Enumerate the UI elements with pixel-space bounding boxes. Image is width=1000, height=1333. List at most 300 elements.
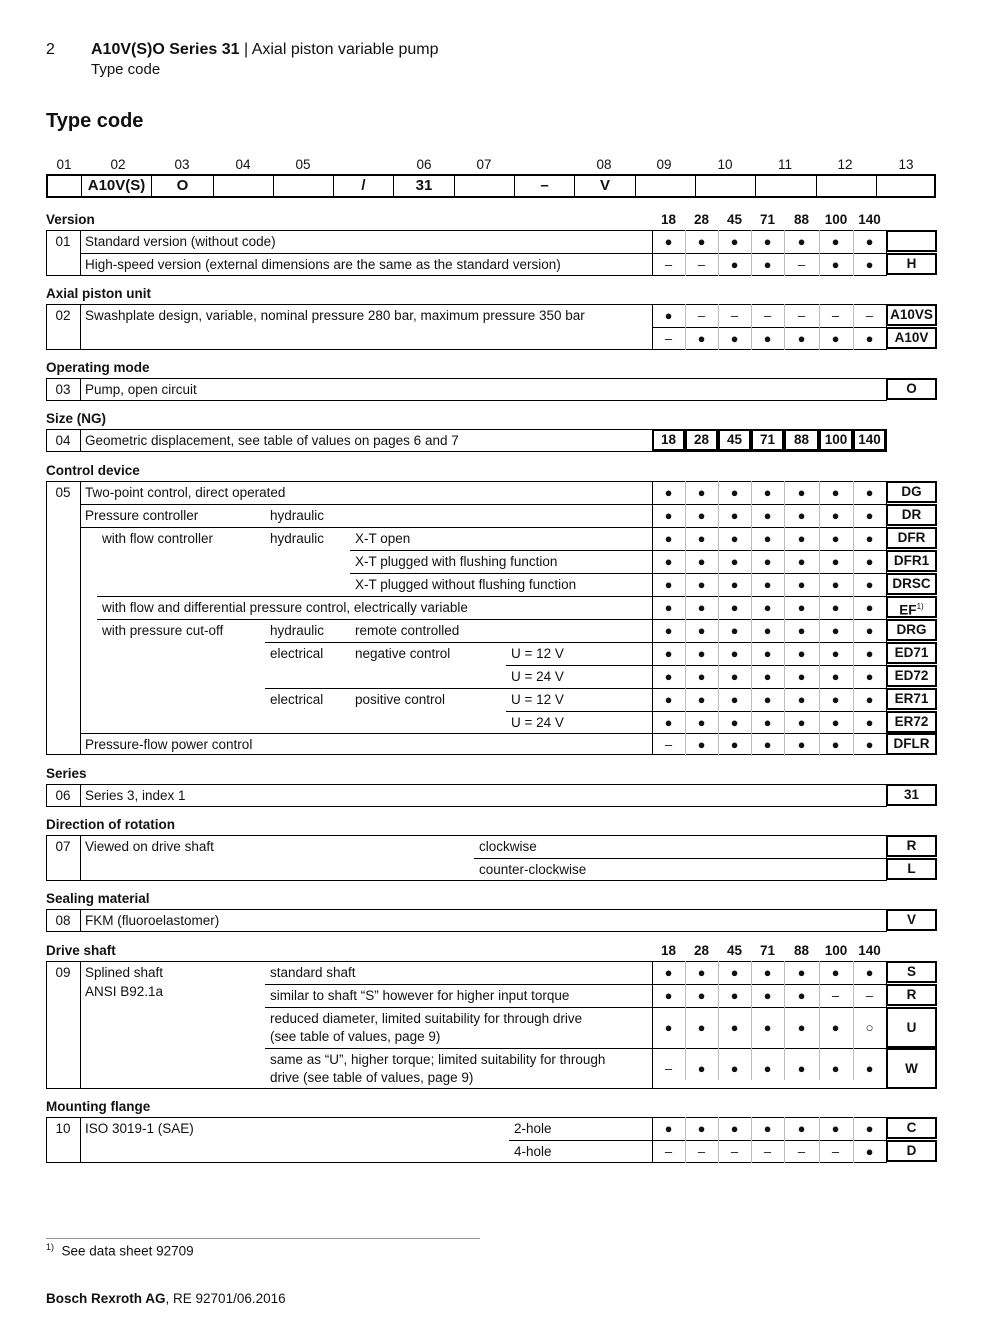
type-code-cell: O (151, 174, 213, 198)
size-availability-mark: ● (664, 531, 673, 546)
type-code-cell: V (574, 174, 635, 198)
column-separator (751, 304, 752, 350)
divider (80, 481, 81, 755)
code-box: DR (886, 504, 937, 526)
footnote-mark: 1) (46, 1242, 55, 1252)
size-availability-mark: ● (730, 965, 739, 980)
type-code-cell (695, 174, 755, 198)
size-availability-mark: ● (763, 1061, 772, 1076)
size-availability-mark: ● (797, 1061, 806, 1076)
code-box (886, 596, 937, 618)
size-availability-mark: – (730, 308, 739, 323)
size-availability-mark: ● (697, 988, 706, 1003)
size-availability-mark: ● (697, 737, 706, 752)
row-label: drive (see table of values, page 9) (270, 1070, 474, 1085)
row-label: clockwise (479, 839, 537, 854)
size-availability-mark: ● (797, 965, 806, 980)
size-label: 71 (759, 212, 776, 227)
column-separator (853, 304, 854, 350)
row-label: (see table of values, page 9) (270, 1029, 441, 1044)
row-label: 4-hole (514, 1144, 552, 1159)
size-availability-mark: ● (763, 623, 772, 638)
size-availability-mark: ● (763, 485, 772, 500)
size-availability-mark: ● (664, 1121, 673, 1136)
size-availability-mark: ● (865, 737, 874, 752)
type-code-cell: – (514, 174, 574, 198)
size-availability-mark: ● (763, 257, 772, 272)
size-availability-mark: ● (865, 234, 874, 249)
section-title: Type code (46, 110, 144, 132)
size-availability-mark: ● (763, 531, 772, 546)
column-separator (784, 304, 785, 350)
type-code-cell (454, 174, 514, 198)
column-separator (718, 1117, 719, 1163)
size-availability-mark: ● (763, 508, 772, 523)
size-availability-mark: ● (664, 988, 673, 1003)
size-label: 45 (726, 943, 743, 958)
type-code-cell (755, 174, 816, 198)
size-availability-mark: – (797, 1144, 806, 1159)
size-label: 140 (858, 212, 881, 227)
column-separator (819, 304, 820, 350)
size-availability-mark: ● (865, 600, 874, 615)
footnote-text: See data sheet 92709 (61, 1243, 194, 1259)
size-availability-mark: ● (797, 623, 806, 638)
code-box: DFLR (886, 733, 937, 755)
size-availability-mark: ● (730, 1061, 739, 1076)
column-separator (853, 961, 854, 1080)
size-availability-mark: ● (763, 646, 772, 661)
size-availability-mark: ● (797, 692, 806, 707)
code-box: S (886, 961, 937, 983)
size-availability-mark: ● (763, 988, 772, 1003)
size-availability-mark: – (697, 308, 706, 323)
row-label: 2-hole (514, 1121, 552, 1136)
group-title-operating: Operating mode (46, 360, 150, 375)
size-availability-mark: ● (697, 646, 706, 661)
code-box: R (886, 835, 937, 857)
code-box (886, 230, 937, 252)
size-availability-mark: ● (730, 531, 739, 546)
voltage-label: U = 24 V (511, 715, 564, 730)
divider (350, 550, 887, 551)
size-availability-mark: ● (831, 623, 840, 638)
row-label: Geometric displacement, see table of values on pages 6 and 7 (85, 433, 459, 448)
control-label: hydraulic (270, 531, 325, 546)
size-availability-mark: ● (664, 600, 673, 615)
control-label: X-T plugged without flushing function (355, 577, 577, 592)
size-availability-mark: ● (797, 737, 806, 752)
group-title-control: Control device (46, 463, 140, 478)
code-box: L (886, 858, 937, 880)
size-label: 45 (726, 212, 743, 227)
size-availability-mark: – (797, 257, 806, 272)
footnote-ref: 1) (916, 602, 924, 611)
row-label: standard shaft (270, 965, 356, 980)
column-separator (718, 230, 719, 276)
size-availability-mark: ● (797, 485, 806, 500)
size-availability-mark: ● (831, 485, 840, 500)
size-availability-mark: ● (831, 1020, 840, 1035)
size-availability-mark: ● (763, 715, 772, 730)
size-availability-mark: ● (831, 692, 840, 707)
position-label: 03 (174, 157, 190, 172)
size-availability-mark: – (697, 257, 706, 272)
size-availability-mark: – (763, 308, 772, 323)
position-label: 13 (898, 157, 914, 172)
size-code-box: 28 (685, 429, 718, 451)
size-label: 88 (793, 943, 810, 958)
type-code-cell: 31 (393, 174, 454, 198)
column-separator (685, 481, 686, 756)
size-availability-mark: ● (831, 257, 840, 272)
column-separator (751, 1117, 752, 1163)
size-availability-mark: ● (664, 965, 673, 980)
row-label: ISO 3019-1 (SAE) (85, 1121, 194, 1136)
divider (80, 961, 81, 1089)
size-availability-mark: ● (831, 737, 840, 752)
control-label: electrical (270, 646, 324, 661)
size-availability-mark: ● (831, 965, 840, 980)
size-availability-mark: ● (697, 692, 706, 707)
type-code-cell (213, 174, 273, 198)
size-label: 28 (693, 212, 710, 227)
code-box: W (886, 1048, 937, 1089)
voltage-label: U = 12 V (511, 646, 564, 661)
code-box: DFR (886, 527, 937, 549)
size-availability-mark: ● (831, 508, 840, 523)
code-box: ER71 (886, 688, 937, 710)
control-label: Pressure controller (85, 508, 199, 523)
divider (80, 1117, 81, 1163)
divider (506, 711, 887, 712)
size-availability-mark: ● (831, 669, 840, 684)
control-label: hydraulic (270, 508, 325, 523)
column-separator (819, 481, 820, 756)
size-label: 88 (793, 212, 810, 227)
size-availability-mark: ● (730, 692, 739, 707)
size-availability-mark: – (664, 1144, 673, 1159)
size-availability-mark: ● (831, 646, 840, 661)
size-code-box: 100 (819, 429, 853, 451)
control-label: Two-point control, direct operated (85, 485, 286, 500)
size-availability-mark: ● (865, 623, 874, 638)
size-availability-mark: ● (797, 988, 806, 1003)
position-label: 09 (656, 157, 672, 172)
size-availability-mark: ● (664, 577, 673, 592)
code-box: D (886, 1140, 937, 1162)
column-separator (784, 961, 785, 1080)
control-label: with flow and differential pressure control, electrically variable (102, 600, 468, 615)
size-availability-mark: ● (730, 234, 739, 249)
type-code-cell (876, 174, 936, 198)
footer-docref: , RE 92701/06.2016 (165, 1291, 286, 1306)
size-availability-mark: ● (664, 1020, 673, 1035)
size-availability-mark: ● (664, 508, 673, 523)
code-box: A10V (886, 327, 937, 349)
size-availability-mark: – (664, 331, 673, 346)
code-box: DG (886, 481, 937, 503)
size-availability-mark: – (865, 988, 874, 1003)
group-title-sealing: Sealing material (46, 891, 150, 906)
size-availability-mark: ● (730, 485, 739, 500)
column-separator (784, 1117, 785, 1163)
column-separator (784, 230, 785, 276)
group-title-size: Size (NG) (46, 411, 107, 426)
size-availability-mark: – (697, 1144, 706, 1159)
size-availability-mark: ● (730, 1020, 739, 1035)
group-title-rotation: Direction of rotation (46, 817, 175, 832)
size-availability-mark: ● (865, 257, 874, 272)
control-label: negative control (355, 646, 451, 661)
size-availability-mark: ● (730, 646, 739, 661)
code-box: U (886, 1007, 937, 1048)
row-label: similar to shaft “S” however for higher input torque (270, 988, 570, 1003)
group-number: 07 (55, 839, 71, 854)
position-label: 05 (295, 157, 311, 172)
size-availability-mark: ● (763, 331, 772, 346)
divider (652, 327, 887, 328)
size-availability-mark: ● (763, 577, 772, 592)
divider (509, 1140, 887, 1141)
divider (80, 527, 887, 528)
group-title-mounting: Mounting flange (46, 1099, 151, 1114)
size-availability-mark: ● (797, 508, 806, 523)
size-availability-mark: ● (664, 715, 673, 730)
size-availability-mark: ● (797, 1020, 806, 1035)
size-availability-mark: – (797, 308, 806, 323)
size-availability-mark: ● (730, 715, 739, 730)
position-label: 07 (476, 157, 492, 172)
column-separator (853, 481, 854, 756)
size-availability-mark: ● (865, 692, 874, 707)
row-label: Series 3, index 1 (85, 788, 186, 803)
type-code-cell (635, 174, 695, 198)
row-label: ANSI B92.1a (85, 984, 164, 999)
column-separator (685, 230, 686, 276)
size-availability-mark: ● (797, 1121, 806, 1136)
size-availability-mark: ● (763, 1020, 772, 1035)
size-availability-mark: ● (865, 715, 874, 730)
size-availability-mark: ● (865, 965, 874, 980)
size-availability-mark: ● (797, 669, 806, 684)
row-label: Viewed on drive shaft (85, 839, 214, 854)
group-number: 08 (55, 913, 71, 928)
size-availability-mark: ● (730, 623, 739, 638)
code-box: ED71 (886, 642, 937, 664)
column-separator (751, 961, 752, 1080)
size-availability-mark: ● (664, 234, 673, 249)
row-label: Pump, open circuit (85, 382, 197, 397)
size-label: 140 (858, 943, 881, 958)
size-availability-mark: ● (664, 485, 673, 500)
control-label: electrical (270, 692, 324, 707)
divider (350, 573, 887, 574)
size-availability-mark: ● (697, 485, 706, 500)
footnote (46, 1242, 194, 1259)
size-availability-mark: ● (697, 669, 706, 684)
size-availability-mark: ● (697, 1020, 706, 1035)
code-box: ER72 (886, 711, 937, 733)
size-availability-mark: ● (697, 623, 706, 638)
voltage-label: U = 24 V (511, 669, 564, 684)
divider (506, 665, 887, 666)
control-label: with pressure cut-off (102, 623, 224, 638)
size-availability-mark: ● (697, 965, 706, 980)
size-availability-mark: ● (697, 234, 706, 249)
group-number: 10 (55, 1121, 71, 1136)
size-availability-mark: ● (797, 554, 806, 569)
code-box: R (886, 984, 937, 1006)
voltage-label: U = 12 V (511, 692, 564, 707)
type-code-cell (816, 174, 876, 198)
divider (80, 429, 81, 452)
size-availability-mark: ● (697, 554, 706, 569)
size-availability-mark: ● (797, 234, 806, 249)
position-label: 11 (777, 157, 792, 172)
divider (80, 378, 81, 401)
code-box: ED72 (886, 665, 937, 687)
group-title-drive: Drive shaft (46, 943, 116, 958)
size-code-box: 71 (751, 429, 784, 451)
size-availability-mark: ● (664, 623, 673, 638)
control-label: positive control (355, 692, 446, 707)
position-label: 12 (837, 157, 853, 172)
size-availability-mark: ● (865, 331, 874, 346)
size-availability-mark: ● (697, 331, 706, 346)
size-availability-mark: ● (865, 554, 874, 569)
column-separator (685, 961, 686, 1080)
size-availability-mark: ● (865, 1061, 874, 1076)
group-title-series: Series (46, 766, 87, 781)
size-availability-mark: ● (730, 988, 739, 1003)
size-availability-mark: ● (831, 577, 840, 592)
column-separator (718, 961, 719, 1080)
column-separator (819, 230, 820, 276)
size-code-box: 45 (718, 429, 751, 451)
control-label: hydraulic (270, 623, 325, 638)
size-label: 100 (824, 212, 848, 227)
divider (80, 304, 81, 350)
divider (80, 784, 81, 807)
size-availability-mark: ● (763, 669, 772, 684)
code-box: DRSC (886, 573, 937, 595)
position-label: 02 (110, 157, 126, 172)
size-availability-mark: ● (664, 669, 673, 684)
control-label: X-T open (355, 531, 411, 546)
size-availability-mark: ● (831, 1061, 840, 1076)
column-separator (853, 1117, 854, 1163)
size-availability-mark: ● (697, 715, 706, 730)
size-availability-mark: – (831, 1144, 840, 1159)
group-number: 01 (55, 234, 71, 249)
size-availability-mark: – (730, 1144, 739, 1159)
size-availability-mark: ● (865, 531, 874, 546)
size-availability-mark: ● (730, 508, 739, 523)
divider (265, 1007, 887, 1008)
size-availability-mark: ● (865, 669, 874, 684)
size-availability-mark: ● (763, 554, 772, 569)
size-availability-mark: ● (763, 737, 772, 752)
size-availability-mark: ● (730, 554, 739, 569)
size-availability-mark: ● (797, 531, 806, 546)
size-availability-mark: – (664, 257, 673, 272)
group-title-version: Version (46, 212, 95, 227)
size-availability-mark: ● (697, 1121, 706, 1136)
divider (265, 642, 887, 643)
code-box: DRG (886, 619, 937, 641)
size-availability-mark: – (763, 1144, 772, 1159)
column-separator (751, 481, 752, 756)
size-availability-mark: ● (797, 331, 806, 346)
size-availability-mark: ● (831, 600, 840, 615)
size-availability-mark: ● (831, 715, 840, 730)
group-number: 03 (55, 382, 71, 397)
size-availability-mark: ● (664, 646, 673, 661)
size-availability-mark: ● (730, 737, 739, 752)
size-availability-mark: – (831, 988, 840, 1003)
divider (474, 858, 887, 859)
code-box: 31 (886, 784, 937, 806)
size-availability-mark: ● (831, 234, 840, 249)
size-availability-mark: ● (831, 531, 840, 546)
type-code-cell: A10V(S) (81, 174, 151, 198)
column-separator (819, 961, 820, 1080)
size-availability-mark: – (865, 308, 874, 323)
type-code-cell (273, 174, 333, 198)
row-label: Splined shaft (85, 965, 164, 980)
column-separator (685, 304, 686, 350)
size-availability-mark: ● (730, 600, 739, 615)
row-label: reduced diameter, limited suitability for through drive (270, 1011, 583, 1026)
document-title-rest: | Axial piston variable pump (239, 41, 439, 58)
divider (265, 1048, 887, 1049)
code-box: A10VS (886, 304, 937, 326)
size-availability-mark: ● (831, 1121, 840, 1136)
page-number: 2 (46, 41, 55, 58)
divider (80, 835, 81, 881)
size-availability-mark: ● (697, 577, 706, 592)
code-text: EF (899, 602, 917, 618)
code-box: DFR1 (886, 550, 937, 572)
control-label: remote controlled (355, 623, 460, 638)
size-availability-mark: ● (763, 600, 772, 615)
column-separator (718, 304, 719, 350)
document-title-bold: A10V(S)O Series 31 (91, 41, 240, 58)
divider (80, 909, 81, 932)
column-separator (853, 230, 854, 276)
size-availability-mark: ● (664, 308, 673, 323)
size-availability-mark: ● (763, 234, 772, 249)
size-availability-mark: ● (865, 1144, 874, 1159)
position-label: 10 (717, 157, 733, 172)
size-code-box: 88 (784, 429, 819, 451)
size-availability-mark: – (664, 1061, 673, 1076)
group-number: 04 (55, 433, 71, 448)
size-availability-mark: ● (730, 331, 739, 346)
row-label: counter-clockwise (479, 862, 587, 877)
footer-company: Bosch Rexroth AG (46, 1291, 166, 1306)
divider (97, 596, 887, 597)
size-availability-mark: – (831, 308, 840, 323)
size-availability-mark: ● (797, 577, 806, 592)
size-label: 28 (693, 943, 710, 958)
divider (97, 619, 887, 620)
size-availability-mark: – (664, 737, 673, 752)
type-code-cell: / (333, 174, 393, 198)
size-availability-mark: ● (730, 1121, 739, 1136)
size-availability-mark: ● (730, 669, 739, 684)
